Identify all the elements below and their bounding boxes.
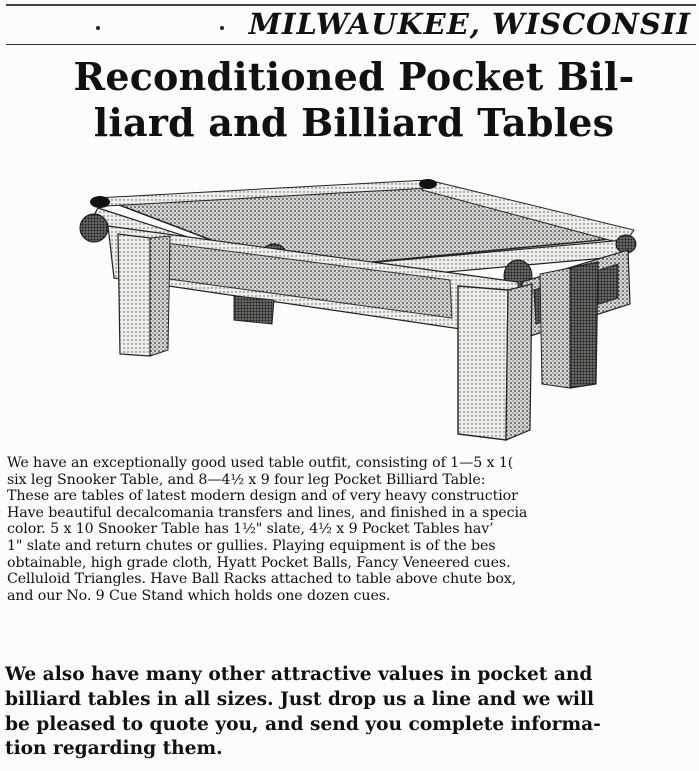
masthead-top-rule xyxy=(6,4,696,6)
table-leg-front-right xyxy=(458,286,508,440)
closing-paragraph: We also have many other attractive values in pocket and billiard tables in all sizes. Just drop us a line and we will be pleased to quote you, and send you complete informa- tion regarding them. xyxy=(5,664,601,760)
table-leg-front-right-side xyxy=(506,284,532,440)
table-leg-back-right xyxy=(570,262,598,388)
pocket-far-left xyxy=(90,196,110,208)
masthead-bottom-rule xyxy=(6,44,696,45)
pocket-far-right xyxy=(419,179,437,189)
description-paragraph: We have an exceptionally good used table outfit, consisting of 1—5 x 1( six leg Snooker Table, and 8—4½ x 9 four leg Pocket Billiard Table: These are tables of latest modern design and of very heavy constructior Have beautiful decalcomania transfers and lines, and finished in a specia color. 5 x 10 Snooker Table has 1½" slate, 4½ x 9 Pocket Tables hav’ 1" slate and return chutes or gullies. Playing equipment is of the bes obtainable, high grade cloth, Hyatt Pocket Balls, Fancy Veneered cues. Celluloid Triangles. Have Ball Racks attached to table above chute box, and our No. 9 Cue Stand which holds one dozen cues. xyxy=(7,455,528,604)
table-leg-front-left xyxy=(118,234,150,356)
headline: Reconditioned Pocket Bil- liard and Billiard Tables xyxy=(73,54,635,145)
table-leg-front-left-side xyxy=(150,236,170,356)
table-leg-back-right-front xyxy=(540,268,570,388)
masthead-dot xyxy=(220,26,224,30)
masthead-place: MILWAUKEE, WISCONSII xyxy=(248,7,691,41)
masthead-dot xyxy=(96,26,100,30)
pocket-billiard-table-illustration xyxy=(78,178,638,443)
masthead xyxy=(0,0,699,46)
table-leg-middle xyxy=(234,296,274,324)
pocket-near-left xyxy=(80,214,108,242)
